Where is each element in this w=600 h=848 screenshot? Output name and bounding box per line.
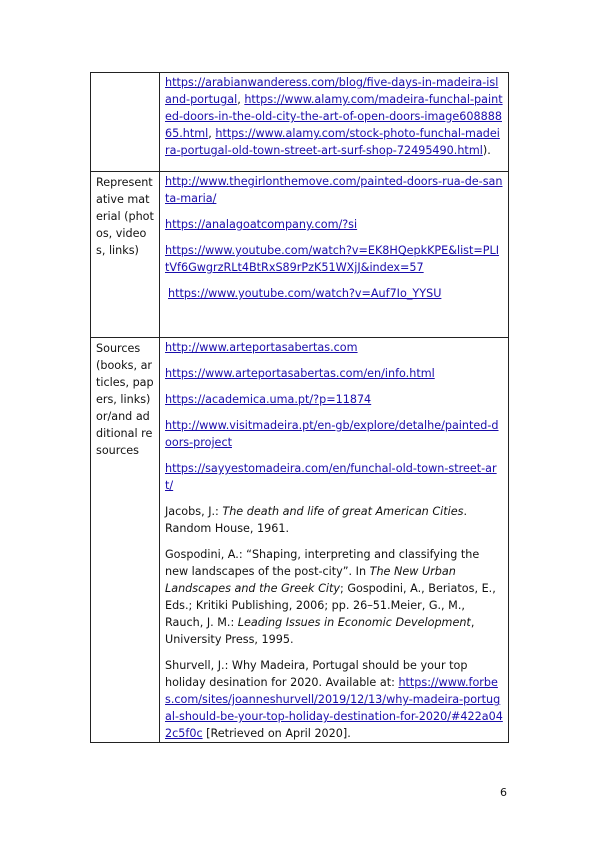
link-alamy-painted-doors[interactable]: https://www.alamy.com/madeira-funchal-painted-doors-in-the-old-city-the-art-of-open-doors-image60888865.html — [165, 93, 503, 140]
resource-table — [90, 72, 509, 743]
representative-cell — [160, 172, 509, 338]
link-visitmadeira[interactable]: http://www.visitmadeira.pt/en-gb/explore/detalhe/painted-doors-project — [165, 419, 499, 449]
table-row — [91, 338, 509, 743]
link-analagoatcompany[interactable]: https://analagoatcompany.com/?si — [165, 218, 358, 231]
reference-jacobs: Jacobs, J.: The death and life of great American Cities. Random House, 1961. — [165, 505, 468, 535]
link-sayyestomadeira[interactable]: https://sayyestomadeira.com/en/funchal-old-town-street-art/ — [165, 462, 497, 492]
sources-cell — [160, 338, 509, 743]
page-number: 6 — [500, 786, 507, 799]
row-label-empty — [91, 73, 160, 172]
link-arteportasabertas[interactable]: http://www.arteportasabertas.com — [165, 341, 358, 354]
reference-shurvell: Shurvell, J.: Why Madeira, Portugal should be your top holiday desination for 2020. Available at: https://www.forbes.com/sites/joanneshurvell/2019/12/13/why-madeira-portugal-should-be-your-top-holiday-destination-for-2020/#422a042c5f0c [Retrieved on April 2020]. — [165, 659, 503, 740]
link-arteportasabertas-info[interactable]: https://www.arteportasabertas.com/en/info.html — [165, 367, 435, 380]
link-thegirlonthemove[interactable]: http://www.thegirlonthemove.com/painted-doors-rua-de-santa-maria/ — [165, 175, 503, 205]
row-label-representative: Representative material (photos, videos, links) — [91, 172, 160, 338]
link-arabianwanderess[interactable]: https://arabianwanderess.com/blog/five-days-in-madeira-island-portugal — [165, 76, 499, 106]
link-academica-uma[interactable]: https://academica.uma.pt/?p=11874 — [165, 393, 372, 406]
reference-gospodini: Gospodini, A.: “Shaping, interpreting and classifying the new landscapes of the post-city”. In The New Urban Landscapes and the Greek City; Gospodini, A., Beriatos, E., Eds.; Kritiki Publishing, 2006; pp. 26–51.Meier, G., M., Rauch, J. M.: Leading Issues in Economic Development, University Press, 1995. — [165, 548, 496, 646]
table-row — [91, 73, 509, 172]
link-forbes[interactable]: https://www.forbes.com/sites/joanneshurvell/2019/12/13/why-madeira-portugal-should-be-your-top-holiday-destination-for-2020/#422a042c5f0c — [165, 676, 503, 740]
link-youtube-playlist[interactable]: https://www.youtube.com/watch?v=EK8HQepkKPE&list=PLItVf6GwgrzRLt4BtRxS89rPzK51WXjJ&index=57 — [165, 244, 500, 274]
links-cell: https://arabianwanderess.com/blog/five-days-in-madeira-island-portugal, https://www.alamy.com/madeira-funchal-painted-doors-in-the-old-city-the-art-of-open-doors-image60888865.html, https://www.alamy.com/stock-photo-funchal-madeira-portugal-old-town-street-art-surf-shop-72495490.html). — [160, 73, 509, 172]
row-label-sources: Sources (books, articles, papers, links) or/and additional resources — [91, 338, 160, 743]
table-row — [91, 172, 509, 338]
link-youtube-video[interactable]: https://www.youtube.com/watch?v=Auf7Io_YYSU — [168, 287, 442, 300]
link-alamy-surf-shop[interactable]: https://www.alamy.com/stock-photo-funchal-madeira-portugal-old-town-street-art-surf-shop-72495490.html — [165, 127, 500, 157]
